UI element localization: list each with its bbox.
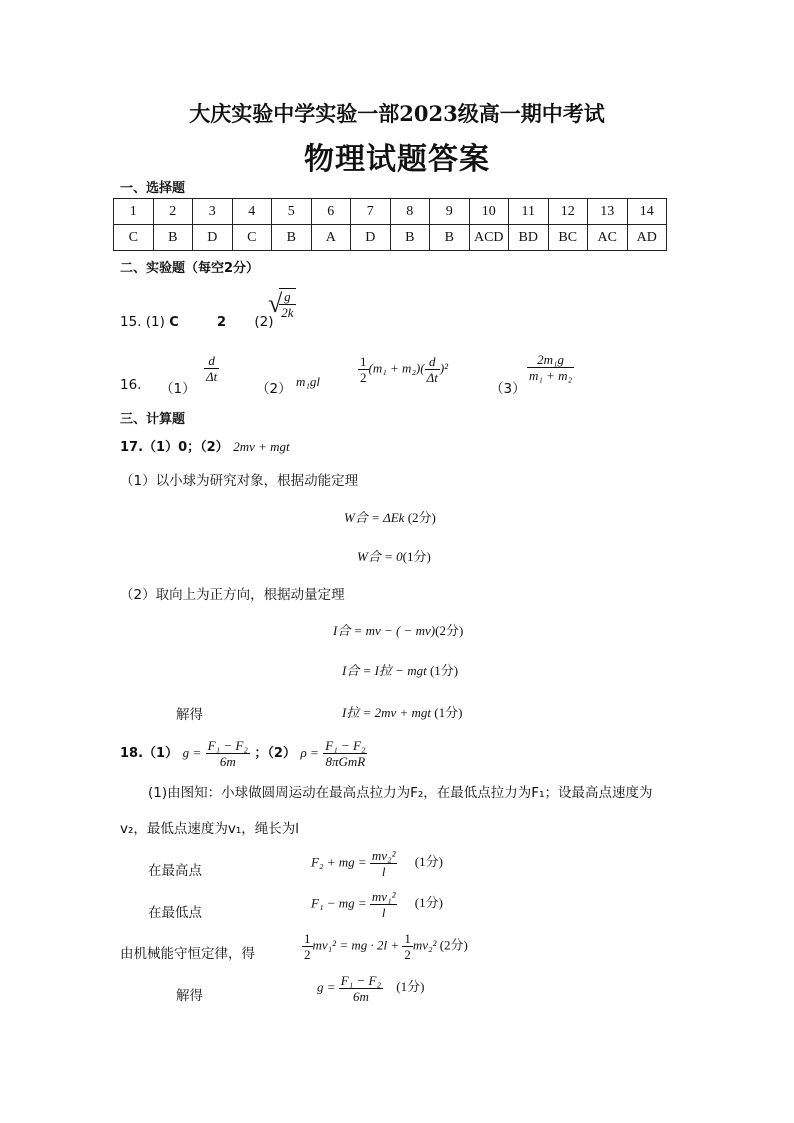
equation: I合 = I拉 − mgt: [342, 663, 427, 678]
q17-eq5: [342, 702, 462, 721]
table-cell: D: [351, 225, 391, 251]
sqrt-sign-icon: √: [268, 289, 283, 318]
q17-eq2: [357, 546, 431, 565]
q15-sqrt-expression: [268, 288, 296, 320]
q18-solve-label: 解得: [176, 988, 203, 1004]
q16-energy-expression: [358, 354, 448, 385]
q15-part1-label: (1): [145, 314, 165, 330]
q15-answer2: 2: [217, 315, 227, 330]
fraction-numerator: F₁ − F₂: [340, 973, 381, 988]
q17-eq4: [342, 660, 458, 679]
q18-bottom-equation: [311, 889, 443, 920]
equation: W合 = ΔEk: [344, 510, 405, 525]
table-cell: D: [193, 225, 233, 251]
table-cell: AD: [627, 225, 667, 251]
q18-g-lhs: g =: [182, 745, 202, 760]
table-cell: B: [272, 225, 312, 251]
q18-paragraph-1: (1)由图知：小球做圆周运动在最高点拉力为F₂，在最低点拉力为F₁；设最高点速度为: [148, 785, 653, 801]
fraction-numerator: mv₁²: [371, 889, 396, 904]
q18-top-equation: [311, 848, 443, 879]
energy-tail: )²: [439, 360, 449, 376]
answer-table-answer-row: [114, 225, 667, 251]
table-cell: 6: [311, 199, 351, 225]
q16-label: 16.: [120, 377, 142, 393]
table-cell: 4: [232, 199, 272, 225]
table-cell: B: [430, 225, 470, 251]
table-cell: 7: [351, 199, 391, 225]
table-cell: 5: [272, 199, 312, 225]
table-cell: 11: [509, 199, 549, 225]
score: (1分): [414, 895, 443, 911]
table-cell: 8: [390, 199, 430, 225]
fraction-numerator: 1: [304, 931, 311, 946]
q16-part1-label: （1）: [160, 381, 196, 397]
table-cell: 14: [627, 199, 667, 225]
equation-tail: mv₂²: [412, 937, 437, 953]
q15-sqrt-numerator: g: [279, 289, 295, 305]
energy-mid: (m₁ + m₂)(: [368, 360, 425, 376]
q17-solve-label: 解得: [176, 707, 203, 723]
fraction-denominator: 8πGmR: [325, 754, 366, 769]
fraction-numerator: 2m₁g: [527, 352, 574, 368]
fraction-numerator: F₁ − F₂: [325, 738, 366, 753]
equation-lhs: F₂ + mg =: [311, 854, 367, 870]
q18-rho-lhs: ρ =: [300, 745, 319, 760]
q17-summary: [120, 436, 290, 455]
table-cell: BC: [548, 225, 588, 251]
section-heading-choice: 一、选择题: [120, 181, 186, 196]
fraction-denominator: 2: [304, 947, 311, 962]
fraction-denominator: m₁ + m₂: [529, 368, 573, 383]
table-cell: 1: [114, 199, 154, 225]
table-cell: 10: [469, 199, 509, 225]
score: (1分): [402, 549, 431, 564]
q18-paragraph-2: v₂，最低点速度为v₁，绳长为l: [120, 821, 300, 837]
q18-separator: ；（2）: [254, 746, 296, 761]
table-cell: B: [153, 225, 193, 251]
table-cell: C: [114, 225, 154, 251]
table-cell: C: [232, 225, 272, 251]
score: (1分): [414, 854, 443, 870]
table-cell: 2: [153, 199, 193, 225]
equation-lhs: F₁ − mg =: [311, 895, 367, 911]
q18-solve-equation: [317, 973, 424, 1004]
equation: W合 = 0: [357, 549, 403, 564]
fraction-denominator: 6m: [352, 989, 369, 1004]
q16-answer2: m₁gl: [296, 374, 321, 389]
q18-bottom-label: 在最低点: [148, 905, 202, 921]
q17-eq1: [344, 507, 436, 526]
q17-summary-expr: 2mv + mgt: [233, 439, 290, 454]
score: (2分): [435, 623, 464, 638]
q18-summary-label: 18.（1）: [120, 746, 179, 761]
section-heading-calc: 三、计算题: [120, 412, 186, 427]
fraction-numerator: 1: [404, 931, 411, 946]
fraction-denominator: 6m: [219, 754, 236, 769]
q18-summary: [120, 738, 367, 769]
q15-answer1: C: [169, 315, 179, 330]
table-cell: 12: [548, 199, 588, 225]
equation: I合 = mv − ( − mv): [333, 623, 436, 638]
score: (1分): [396, 979, 425, 995]
table-cell: 9: [430, 199, 470, 225]
q16-part3-label: （3）: [490, 381, 526, 397]
q18-top-label: 在最高点: [148, 863, 202, 879]
table-cell: BD: [509, 225, 549, 251]
fraction-denominator: 2: [404, 947, 411, 962]
answer-table: [113, 198, 667, 251]
q18-energy-equation: [302, 931, 468, 962]
table-cell: 3: [193, 199, 233, 225]
score: (1分): [434, 705, 463, 720]
fraction-numerator: 1: [360, 354, 367, 369]
equation: I拉 = 2mv + mgt: [342, 705, 432, 720]
section-heading-experiment: 二、实验题（每空2分）: [120, 261, 260, 276]
q16-part2-label: （2）: [256, 381, 292, 397]
fraction-numerator: d: [204, 353, 219, 369]
fraction-denominator: Δt: [426, 370, 438, 385]
fraction-numerator: mv₂²: [371, 848, 396, 863]
fraction-denominator: l: [381, 905, 386, 920]
q17-part2-text: （2）取向上为正方向，根据动量定理: [120, 587, 345, 603]
answer-key-title: 物理试题答案: [304, 142, 490, 177]
table-cell: 13: [588, 199, 628, 225]
score: (1分): [429, 663, 459, 678]
q17-part1-text: （1）以小球为研究对象，根据动能定理: [120, 473, 359, 489]
table-cell: ACD: [469, 225, 509, 251]
table-cell: AC: [588, 225, 628, 251]
equation-lhs: g =: [317, 979, 336, 995]
q15-label: 15.: [120, 314, 142, 330]
equation-mid: mv₁² = mg · 2l +: [312, 937, 400, 953]
q16-answer3: [527, 352, 574, 383]
fraction-denominator: Δt: [206, 369, 218, 384]
fraction-numerator: d: [425, 354, 440, 370]
fraction-denominator: 2: [360, 370, 367, 385]
q16-answer1: [204, 353, 219, 384]
fraction-denominator: l: [381, 864, 386, 879]
q17-summary-label: 17.（1）0；（2）: [120, 440, 229, 455]
fraction-numerator: F₁ − F₂: [207, 738, 248, 753]
q17-eq3: [333, 620, 463, 639]
score: (2分): [439, 937, 468, 953]
q18-energy-label: 由机械能守恒定律，得: [120, 946, 255, 962]
q15-sqrt-denominator: 2k: [281, 305, 294, 320]
answer-table-number-row: [114, 199, 667, 225]
q15-part2-label: (2): [254, 314, 274, 330]
table-cell: A: [311, 225, 351, 251]
q15-row: [120, 314, 274, 330]
table-cell: B: [390, 225, 430, 251]
exam-title: 大庆实验中学实验一部2023级高一期中考试: [189, 101, 605, 126]
score: (2分): [407, 510, 436, 525]
